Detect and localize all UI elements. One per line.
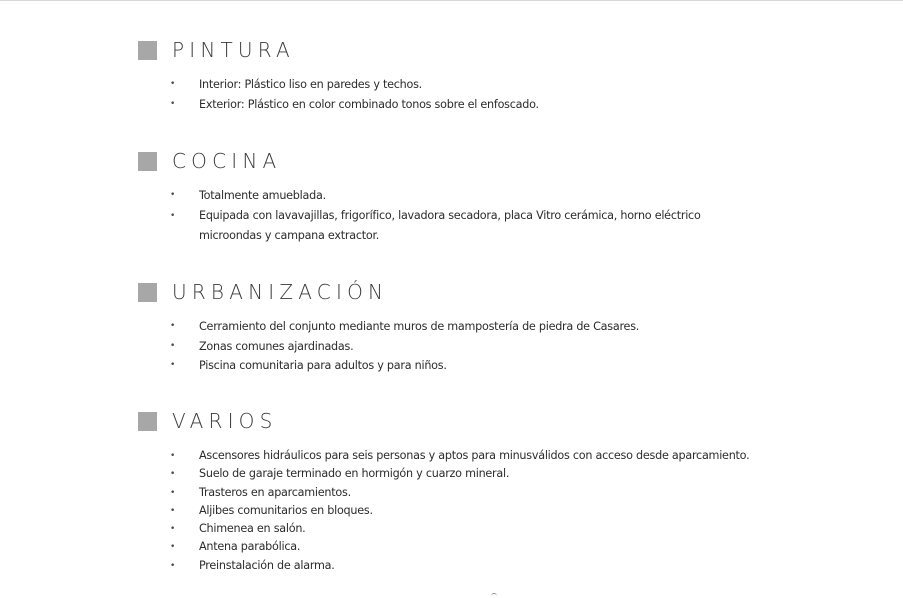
list-item: • Exterior: Plástico en color combinado tonos sobre el enfoscado.	[138, 95, 759, 115]
heading-square-icon	[138, 41, 157, 60]
item-list	[138, 186, 759, 247]
list-item: • Chimenea en salón.	[138, 520, 759, 538]
page-edge-mark	[491, 593, 497, 597]
section-title: PINTURA	[172, 38, 295, 62]
section-pintura	[138, 39, 759, 114]
section-title: COCINA	[172, 149, 282, 173]
list-item: • Antena parabólica.	[138, 538, 759, 556]
list-item: • Piscina comunitaria para adultos y para niños.	[138, 356, 759, 376]
heading-square-icon	[138, 412, 157, 431]
list-item: • Preinstalación de alarma.	[138, 557, 759, 575]
list-item: • Ascensores hidráulicos para seis personas y aptos para minusválidos con acceso desde aparcamiento.	[138, 447, 799, 465]
list-item: • Totalmente amueblada.	[138, 186, 759, 206]
section-heading	[138, 281, 759, 303]
top-divider	[0, 0, 903, 1]
list-item: • Suelo de garaje terminado en hormigón y cuarzo mineral.	[138, 465, 759, 483]
heading-square-icon	[138, 283, 157, 302]
list-item: • Equipada con lavavajillas, frigorífico, lavadora secadora, placa Vitro cerámica, horno eléctrico microondas y campana extractor.	[138, 206, 739, 247]
section-heading	[138, 150, 759, 172]
section-cocina	[138, 150, 759, 247]
item-list	[138, 75, 759, 114]
section-title: URBANIZACIÓN	[172, 280, 389, 304]
item-list	[138, 447, 799, 575]
list-item: • Cerramiento del conjunto mediante muros de mampostería de piedra de Casares.	[138, 317, 759, 337]
list-item: • Interior: Plástico liso en paredes y techos.	[138, 75, 759, 95]
section-urbanizacion	[138, 281, 759, 376]
item-list	[138, 317, 759, 376]
list-item: • Zonas comunes ajardinadas.	[138, 337, 759, 357]
section-heading	[138, 39, 759, 61]
list-item: • Trasteros en aparcamientos.	[138, 484, 759, 502]
list-item: • Aljibes comunitarios en bloques.	[138, 502, 759, 520]
section-title: VARIOS	[172, 409, 278, 433]
heading-square-icon	[138, 152, 157, 171]
section-varios	[138, 410, 799, 575]
section-heading	[138, 410, 799, 432]
